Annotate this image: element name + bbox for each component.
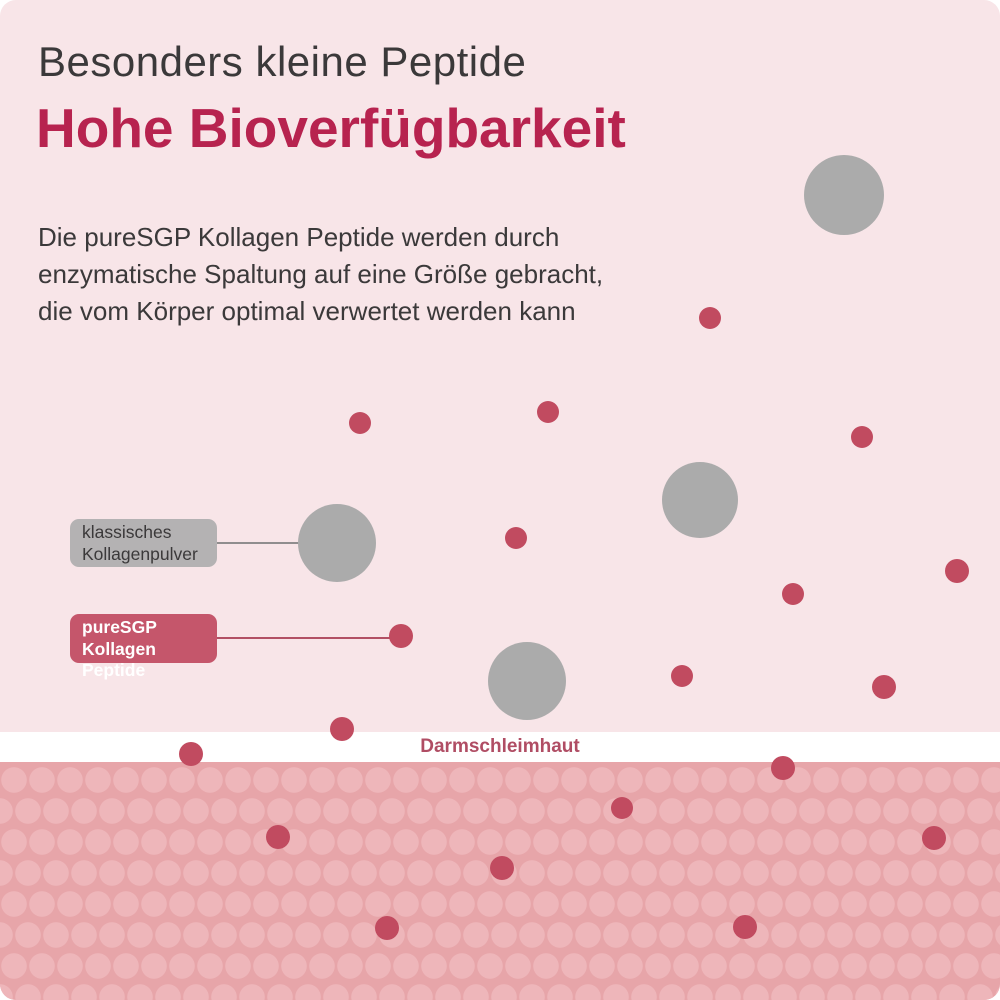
gray-collagen-circle bbox=[804, 155, 884, 235]
red-peptide-dot bbox=[179, 742, 203, 766]
red-peptide-dot bbox=[699, 307, 721, 329]
red-peptide-dot bbox=[945, 559, 969, 583]
red-peptide-dot bbox=[671, 665, 693, 687]
label-puresgp-line-2: Kollagen Peptide bbox=[82, 638, 156, 680]
body-text-line-3: die vom Körper optimal verwertet werden kann bbox=[38, 296, 576, 326]
body-text-line-2: enzymatische Spaltung auf eine Größe gebracht, bbox=[38, 259, 604, 289]
label-classic-line-1: klassisches bbox=[82, 522, 172, 542]
headline-kicker: Besonders kleine Peptide bbox=[38, 38, 527, 85]
body-text-line-1: Die pureSGP Kollagen Peptide werden durch bbox=[38, 222, 560, 252]
red-peptide-dot bbox=[771, 756, 795, 780]
red-peptide-dot bbox=[490, 856, 514, 880]
red-peptide-dot bbox=[349, 412, 371, 434]
red-peptide-dot bbox=[389, 624, 413, 648]
red-peptide-dot bbox=[537, 401, 559, 423]
red-peptide-dot bbox=[611, 797, 633, 819]
red-peptide-dot bbox=[922, 826, 946, 850]
red-peptide-dot bbox=[330, 717, 354, 741]
red-peptide-dot bbox=[733, 915, 757, 939]
red-peptide-dot bbox=[872, 675, 896, 699]
red-peptide-dot bbox=[851, 426, 873, 448]
red-peptide-dot bbox=[266, 825, 290, 849]
red-peptide-dot bbox=[782, 583, 804, 605]
membrane-label: Darmschleimhaut bbox=[420, 736, 580, 757]
gray-collagen-circle bbox=[662, 462, 738, 538]
red-peptide-dot bbox=[505, 527, 527, 549]
label-classic-line-2: Kollagenpulver bbox=[82, 543, 198, 564]
red-peptide-dot bbox=[375, 916, 399, 940]
page-title: Hohe Bioverfügbarkeit bbox=[36, 97, 626, 159]
gray-collagen-circle bbox=[488, 642, 566, 720]
gray-collagen-circle bbox=[298, 504, 376, 582]
label-puresgp-line-1: pureSGP bbox=[82, 617, 157, 637]
